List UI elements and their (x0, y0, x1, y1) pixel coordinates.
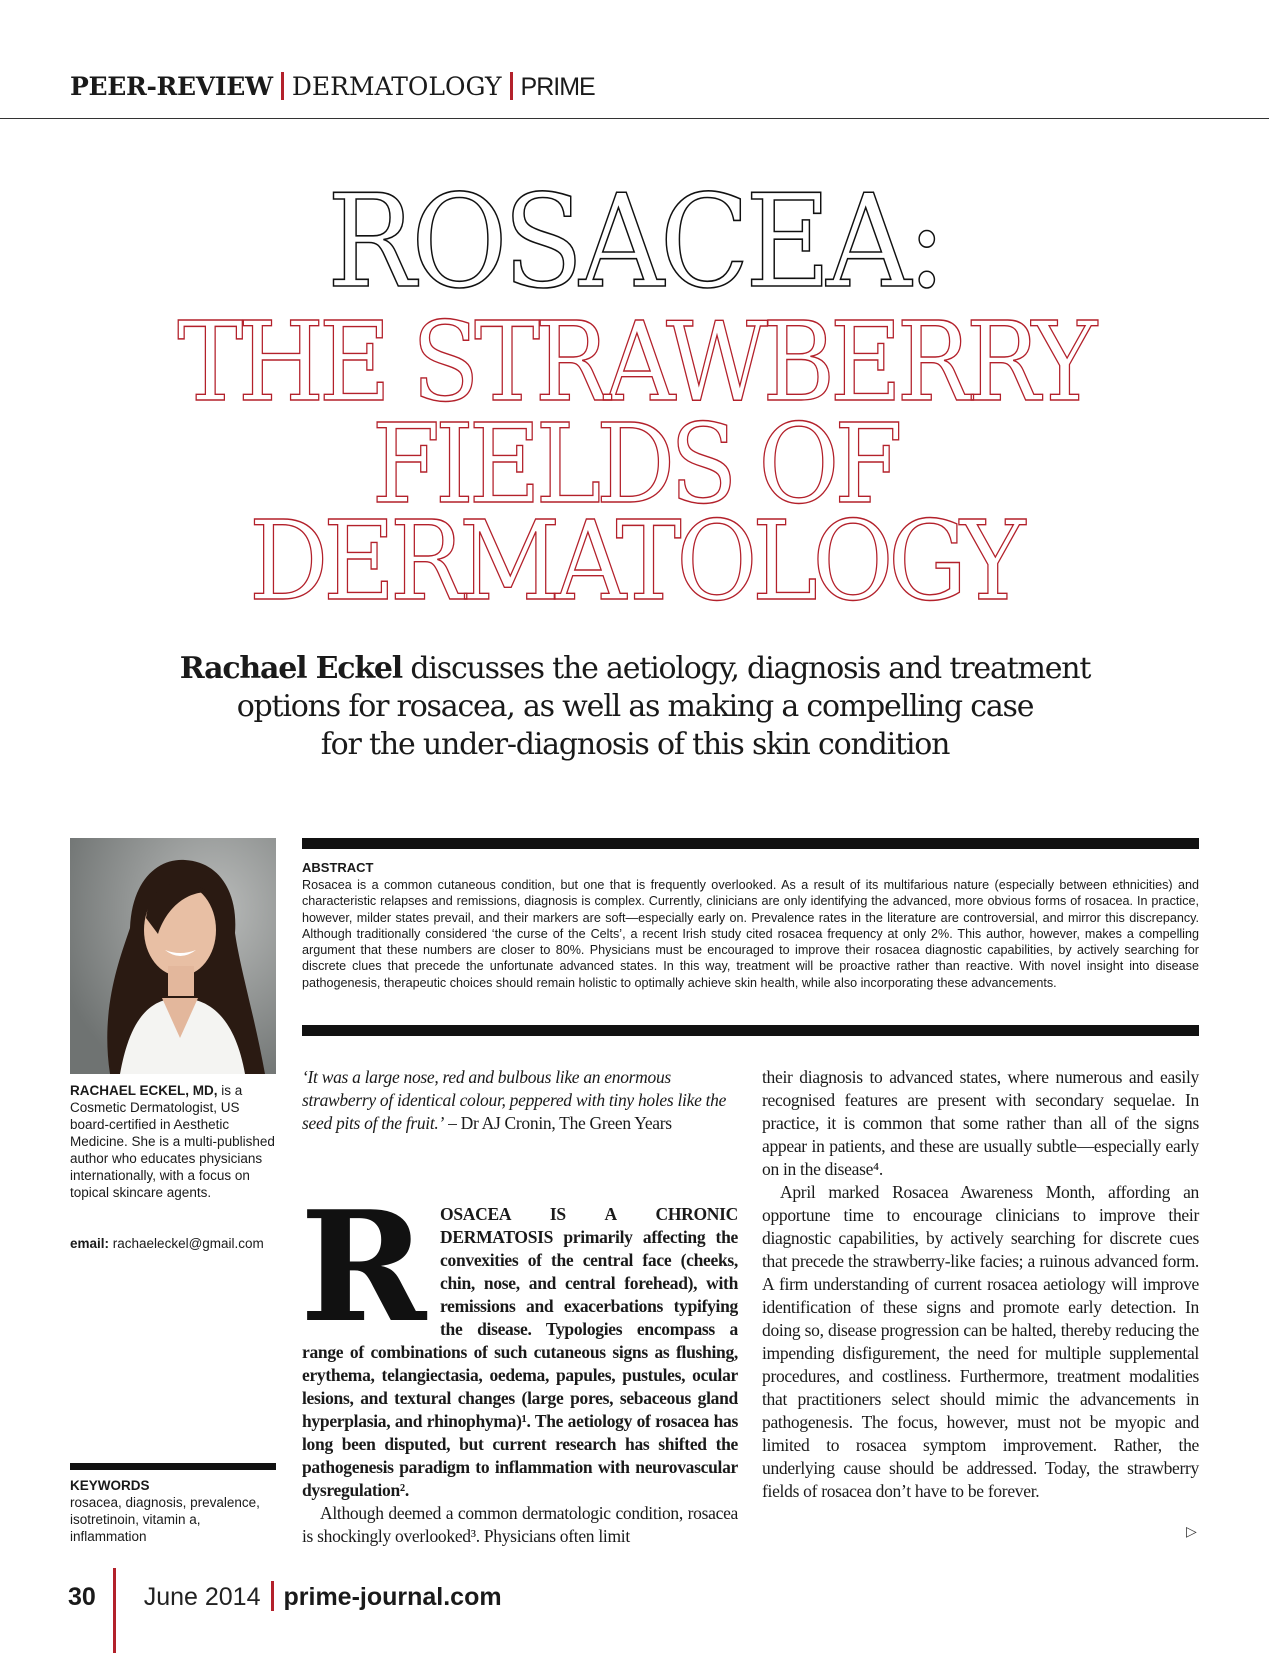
page-number: 30 (68, 1583, 96, 1611)
issue-date: June 2014 (143, 1583, 261, 1611)
keywords-text: rosacea, diagnosis, prevalence, isotretinoin, vitamin a, inflammation (70, 1495, 260, 1544)
header-brand: PRIME (520, 73, 595, 101)
author-email (70, 1236, 264, 1251)
email-address[interactable]: rachaeleckel@gmail.com (109, 1236, 264, 1251)
title-line-3: FIELDS OF (371, 400, 898, 528)
author-bio (70, 1082, 275, 1201)
abstract-heading: ABSTRACT (302, 860, 374, 875)
keywords-heading: KEYWORDS (70, 1478, 150, 1493)
email-label: email: (70, 1236, 110, 1251)
body-column-2 (762, 1066, 1199, 1503)
title-line-1: ROSACEA: (327, 168, 942, 317)
header-divider (281, 72, 284, 100)
abstract-rule-top (302, 838, 1199, 849)
drop-cap: R (300, 1177, 427, 1356)
standfirst-line-3: for the under-diagnosis of this skin condition (320, 727, 950, 762)
standfirst (120, 650, 1150, 764)
header-rule (0, 118, 1269, 119)
author-photo (70, 838, 276, 1074)
lead-paragraph: OSACEA IS A CHRONIC DERMATOSIS primarily affecting the convexities of the central face (cheeks, chin, nose, and central forehead), with remissions and exacerbations typifying the disease. Typologies encompass a range of combinations of such cutaneous signs as flushing, erythema, telangiectasia, oedema, papules, pustules, ocular lesions, and textural changes (large pores, sebaceous gland hyperplasia, and rhinophyma)¹. The aetiology of rosacea has long been disputed, but current research has shifted the pathogenesis paradigm to inflammation with neurovascular dysregulation². (302, 1204, 738, 1500)
title-line-4: DERMATOLOGY (248, 497, 1021, 625)
keywords-rule (70, 1463, 276, 1470)
quote-attribution: – Dr AJ Cronin, The Green Years (444, 1113, 672, 1133)
author-bio-text: is a Cosmetic Dermatologist, US board-certified in Aesthetic Medicine. She is a multi-published author who educates physicians internationally, with a focus on topical skincare agents. (70, 1083, 275, 1200)
header-category: DERMATOLOGY (291, 72, 502, 101)
body-paragraph: their diagnosis to advanced states, where numerous and easily recognised features are present with secondary sequelae. In practice, it is common that some rather than all of the signs appear in patients, and these are usually subtle—especially early on in the disease⁴. (762, 1067, 1199, 1179)
continue-arrow-icon: ▷ (1186, 1524, 1197, 1540)
body-paragraph: April marked Rosacea Awareness Month, affording an opportune time to encourage clinicians to improve their diagnostic capabilities, by actively searching for discrete cues that precede the strawberry-like facies; a ruinous advanced form. A firm understanding of current rosacea aetiology will improve identification of these signs and promote early detection. In doing so, disease progression can be halted, thereby reducing the impending disfigurement, the need for multiple supplemental procedures, and costliness. Furthermore, treatment modalities that practitioners select should mimic the advancements in pathogenesis. The focus, however, must not be myopic and limited to rosacea symptom improvement. Rather, the underlying cause should be addressed. Today, the strawberry fields of rosacea don’t have to be forever. (762, 1182, 1199, 1501)
standfirst-line-1: discusses the aetiology, diagnosis and treatment (402, 651, 1091, 686)
abstract-text: Rosacea is a common cutaneous condition, but one that is frequently overlooked. As a result of its multifarious nature (especially between ethnicities) and characteristic relapses and remissions, diagnosis is complex. Currently, clinicians are only identifying the advanced, more obvious forms of rosacea. In practice, however, milder states prevail, and their markers are soft—especially early on. Prevalence rates in the literature are controversial, and mirror this discrepancy. Although traditionally considered ‘the curse of the Celts’, a recent Irish study cited rosacea frequency at only 2%. This author, however, makes a compelling argument that these numbers are closer to 80%. Physicians must be encouraged to improve their rosacea diagnostic capabilities, by actively searching for discrete clues that precede the unfortunate advanced states. In this way, treatment will be proactive rather than reactive. With novel insight into disease pathogenesis, therapeutic choices should remain holistic to optimally achieve skin health, while also incorporating these advancements. (302, 878, 1199, 990)
title-line-2: THE STRAWBERRY (177, 298, 1092, 426)
body-paragraph: Although deemed a common dermatologic condition, rosacea is shockingly overlooked³. Physicians often limit (302, 1503, 738, 1546)
body-column-1 (300, 1177, 738, 1548)
header-section: PEER-REVIEW (70, 72, 273, 101)
running-header (70, 72, 595, 102)
journal-site[interactable]: prime-journal.com (283, 1583, 502, 1611)
abstract-rule-bottom (302, 1025, 1199, 1036)
quote-text: ‘It was a large nose, red and bulbous like an enormous strawberry of identical colour, peppered with tiny holes like the seed pits of the fruit.’ (302, 1067, 727, 1133)
header-divider (510, 72, 513, 100)
page-footer (68, 1581, 502, 1612)
standfirst-author: Rachael Eckel (179, 651, 403, 686)
epigraph-quote (302, 1066, 738, 1135)
footer-divider (271, 1581, 274, 1611)
standfirst-line-2: options for rosacea, as well as making a compelling case (236, 689, 1034, 724)
author-name: RACHAEL ECKEL, MD, (70, 1083, 218, 1098)
